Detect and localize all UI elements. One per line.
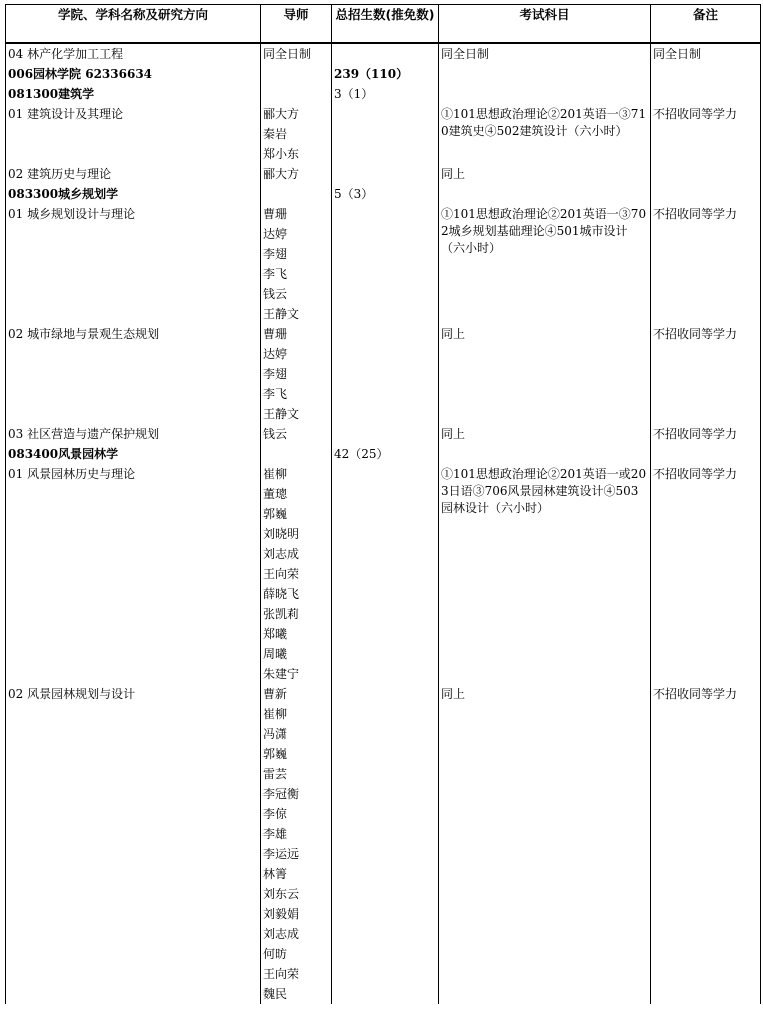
enrollment-count bbox=[332, 324, 439, 424]
advisor-cell bbox=[261, 84, 332, 104]
advisor-name: 曹珊 bbox=[263, 207, 288, 221]
remarks: 不招收同等学力 bbox=[651, 464, 761, 684]
advisor-name: 郑小东 bbox=[263, 147, 300, 161]
advisor-list bbox=[261, 104, 332, 164]
advisor-name: 钱云 bbox=[263, 427, 288, 441]
research-direction-row bbox=[6, 324, 761, 424]
remarks bbox=[651, 64, 761, 84]
advisor-name: 郭巍 bbox=[263, 747, 288, 761]
exam-subjects: ①101思想政治理论②201英语一③710建筑史④502建筑设计（六小时） bbox=[439, 104, 651, 164]
major-row bbox=[6, 184, 761, 204]
advisor-name: 郑曦 bbox=[263, 627, 288, 641]
remarks: 同全日制 bbox=[651, 43, 761, 64]
exam-subjects bbox=[439, 84, 651, 104]
enrollment-count bbox=[332, 204, 439, 324]
enrollment-count bbox=[332, 104, 439, 164]
research-direction: 01 风景园林历史与理论 bbox=[6, 464, 261, 684]
advisor-name: 刘志成 bbox=[263, 547, 300, 561]
major-name: 081300建筑学 bbox=[6, 84, 261, 104]
exam-subjects: 同上 bbox=[439, 324, 651, 424]
advisor-name: 周曦 bbox=[263, 647, 288, 661]
advisor-name: 曹新 bbox=[263, 687, 288, 701]
advisor-name: 郦大方 bbox=[263, 107, 300, 121]
advisor-name: 李翅 bbox=[263, 247, 288, 261]
enrollment-count: 5（3） bbox=[332, 184, 439, 204]
header-remarks: 备注 bbox=[651, 5, 761, 44]
exam-subjects bbox=[439, 64, 651, 84]
enrollment-count: 3（1） bbox=[332, 84, 439, 104]
exam-subjects bbox=[439, 184, 651, 204]
research-direction: 03 社区营造与遗产保护规划 bbox=[6, 424, 261, 444]
header-exam-subjects: 考试科目 bbox=[439, 5, 651, 44]
advisor-name: 曹珊 bbox=[263, 327, 288, 341]
advisor-name: 郦大方 bbox=[263, 167, 300, 181]
remarks: 不招收同等学力 bbox=[651, 684, 761, 1004]
advisor-name: 冯潇 bbox=[263, 727, 288, 741]
advisor-list bbox=[261, 324, 332, 424]
exam-subjects: ①101思想政治理论②201英语一或203日语③706风景园林建筑设计④503园林设计（六小时） bbox=[439, 464, 651, 684]
advisor-name: 雷芸 bbox=[263, 767, 288, 781]
enrollment-count bbox=[332, 424, 439, 444]
remarks: 不招收同等学力 bbox=[651, 424, 761, 444]
major-row bbox=[6, 444, 761, 464]
admissions-table-page bbox=[5, 4, 760, 1009]
major-row bbox=[6, 84, 761, 104]
major-name: 083300城乡规划学 bbox=[6, 184, 261, 204]
enrollment-count: 42（25） bbox=[332, 444, 439, 464]
advisor-name: 李运远 bbox=[263, 847, 300, 861]
remarks bbox=[651, 84, 761, 104]
advisor-name: 薛晓飞 bbox=[263, 587, 300, 601]
admissions-table bbox=[5, 4, 761, 1004]
exam-subjects bbox=[439, 444, 651, 464]
header-advisor: 导师 bbox=[261, 5, 332, 44]
enrollment-count bbox=[332, 684, 439, 1004]
remarks: 不招收同等学力 bbox=[651, 324, 761, 424]
enrollment-count bbox=[332, 464, 439, 684]
advisor-list bbox=[261, 204, 332, 324]
exam-subjects: 同全日制 bbox=[439, 43, 651, 64]
enrollment-count: 239（110） bbox=[332, 64, 439, 84]
research-direction: 02 建筑历史与理论 bbox=[6, 164, 261, 184]
research-direction: 04 林产化学加工工程 bbox=[6, 43, 261, 64]
advisor-name: 刘志成 bbox=[263, 927, 300, 941]
advisor-name: 李倞 bbox=[263, 807, 288, 821]
research-direction-row bbox=[6, 43, 761, 64]
advisor-list bbox=[261, 43, 332, 64]
research-direction-row bbox=[6, 464, 761, 684]
exam-subjects: 同上 bbox=[439, 164, 651, 184]
advisor-name: 钱云 bbox=[263, 287, 288, 301]
research-direction: 01 城乡规划设计与理论 bbox=[6, 204, 261, 324]
remarks bbox=[651, 444, 761, 464]
remarks: 不招收同等学力 bbox=[651, 104, 761, 164]
advisor-name: 朱建宁 bbox=[263, 667, 300, 681]
research-direction-row bbox=[6, 104, 761, 164]
advisor-list bbox=[261, 464, 332, 684]
advisor-name: 王静文 bbox=[263, 407, 300, 421]
research-direction-row bbox=[6, 424, 761, 444]
advisor-name: 崔柳 bbox=[263, 467, 288, 481]
advisor-name: 王静文 bbox=[263, 307, 300, 321]
advisor-list bbox=[261, 684, 332, 1004]
header-college-major: 学院、学科名称及研究方向 bbox=[6, 5, 261, 44]
advisor-name: 李飞 bbox=[263, 387, 288, 401]
advisor-name: 达婷 bbox=[263, 347, 288, 361]
advisor-name: 王向荣 bbox=[263, 567, 300, 581]
research-direction-row bbox=[6, 164, 761, 184]
advisor-name: 郭巍 bbox=[263, 507, 288, 521]
advisor-name: 秦岩 bbox=[263, 127, 288, 141]
major-name: 006园林学院 62336634 bbox=[6, 64, 261, 84]
research-direction: 02 风景园林规划与设计 bbox=[6, 684, 261, 1004]
advisor-name: 张凯莉 bbox=[263, 607, 300, 621]
advisor-name: 董璁 bbox=[263, 487, 288, 501]
enrollment-count bbox=[332, 43, 439, 64]
advisor-name: 王向荣 bbox=[263, 967, 300, 981]
advisor-name: 林箐 bbox=[263, 867, 288, 881]
exam-subjects: 同上 bbox=[439, 684, 651, 1004]
table-body bbox=[6, 43, 761, 1004]
research-direction: 02 城市绿地与景观生态规划 bbox=[6, 324, 261, 424]
remarks: 不招收同等学力 bbox=[651, 204, 761, 324]
advisor-name: 李翅 bbox=[263, 367, 288, 381]
advisor-name: 同全日制 bbox=[263, 47, 312, 61]
remarks bbox=[651, 184, 761, 204]
exam-subjects: ①101思想政治理论②201英语一③702城乡规划基础理论④501城市设计（六小时） bbox=[439, 204, 651, 324]
major-name: 083400风景园林学 bbox=[6, 444, 261, 464]
exam-subjects: 同上 bbox=[439, 424, 651, 444]
advisor-name: 刘东云 bbox=[263, 887, 300, 901]
header-enrollment: 总招生数(推免数) bbox=[332, 5, 439, 44]
remarks bbox=[651, 164, 761, 184]
table-header-row bbox=[6, 5, 761, 44]
advisor-name: 李冠衡 bbox=[263, 787, 300, 801]
enrollment-count bbox=[332, 164, 439, 184]
advisor-cell bbox=[261, 64, 332, 84]
advisor-name: 刘毅娟 bbox=[263, 907, 300, 921]
advisor-cell bbox=[261, 184, 332, 204]
advisor-list bbox=[261, 424, 332, 444]
advisor-name: 李飞 bbox=[263, 267, 288, 281]
advisor-cell bbox=[261, 444, 332, 464]
research-direction-row bbox=[6, 684, 761, 1004]
research-direction: 01 建筑设计及其理论 bbox=[6, 104, 261, 164]
college-row bbox=[6, 64, 761, 84]
research-direction-row bbox=[6, 204, 761, 324]
advisor-name: 何昉 bbox=[263, 947, 288, 961]
advisor-name: 李雄 bbox=[263, 827, 288, 841]
advisor-name: 崔柳 bbox=[263, 707, 288, 721]
advisor-list bbox=[261, 164, 332, 184]
advisor-name: 刘晓明 bbox=[263, 527, 300, 541]
advisor-name: 达婷 bbox=[263, 227, 288, 241]
advisor-name: 魏民 bbox=[263, 987, 288, 1001]
